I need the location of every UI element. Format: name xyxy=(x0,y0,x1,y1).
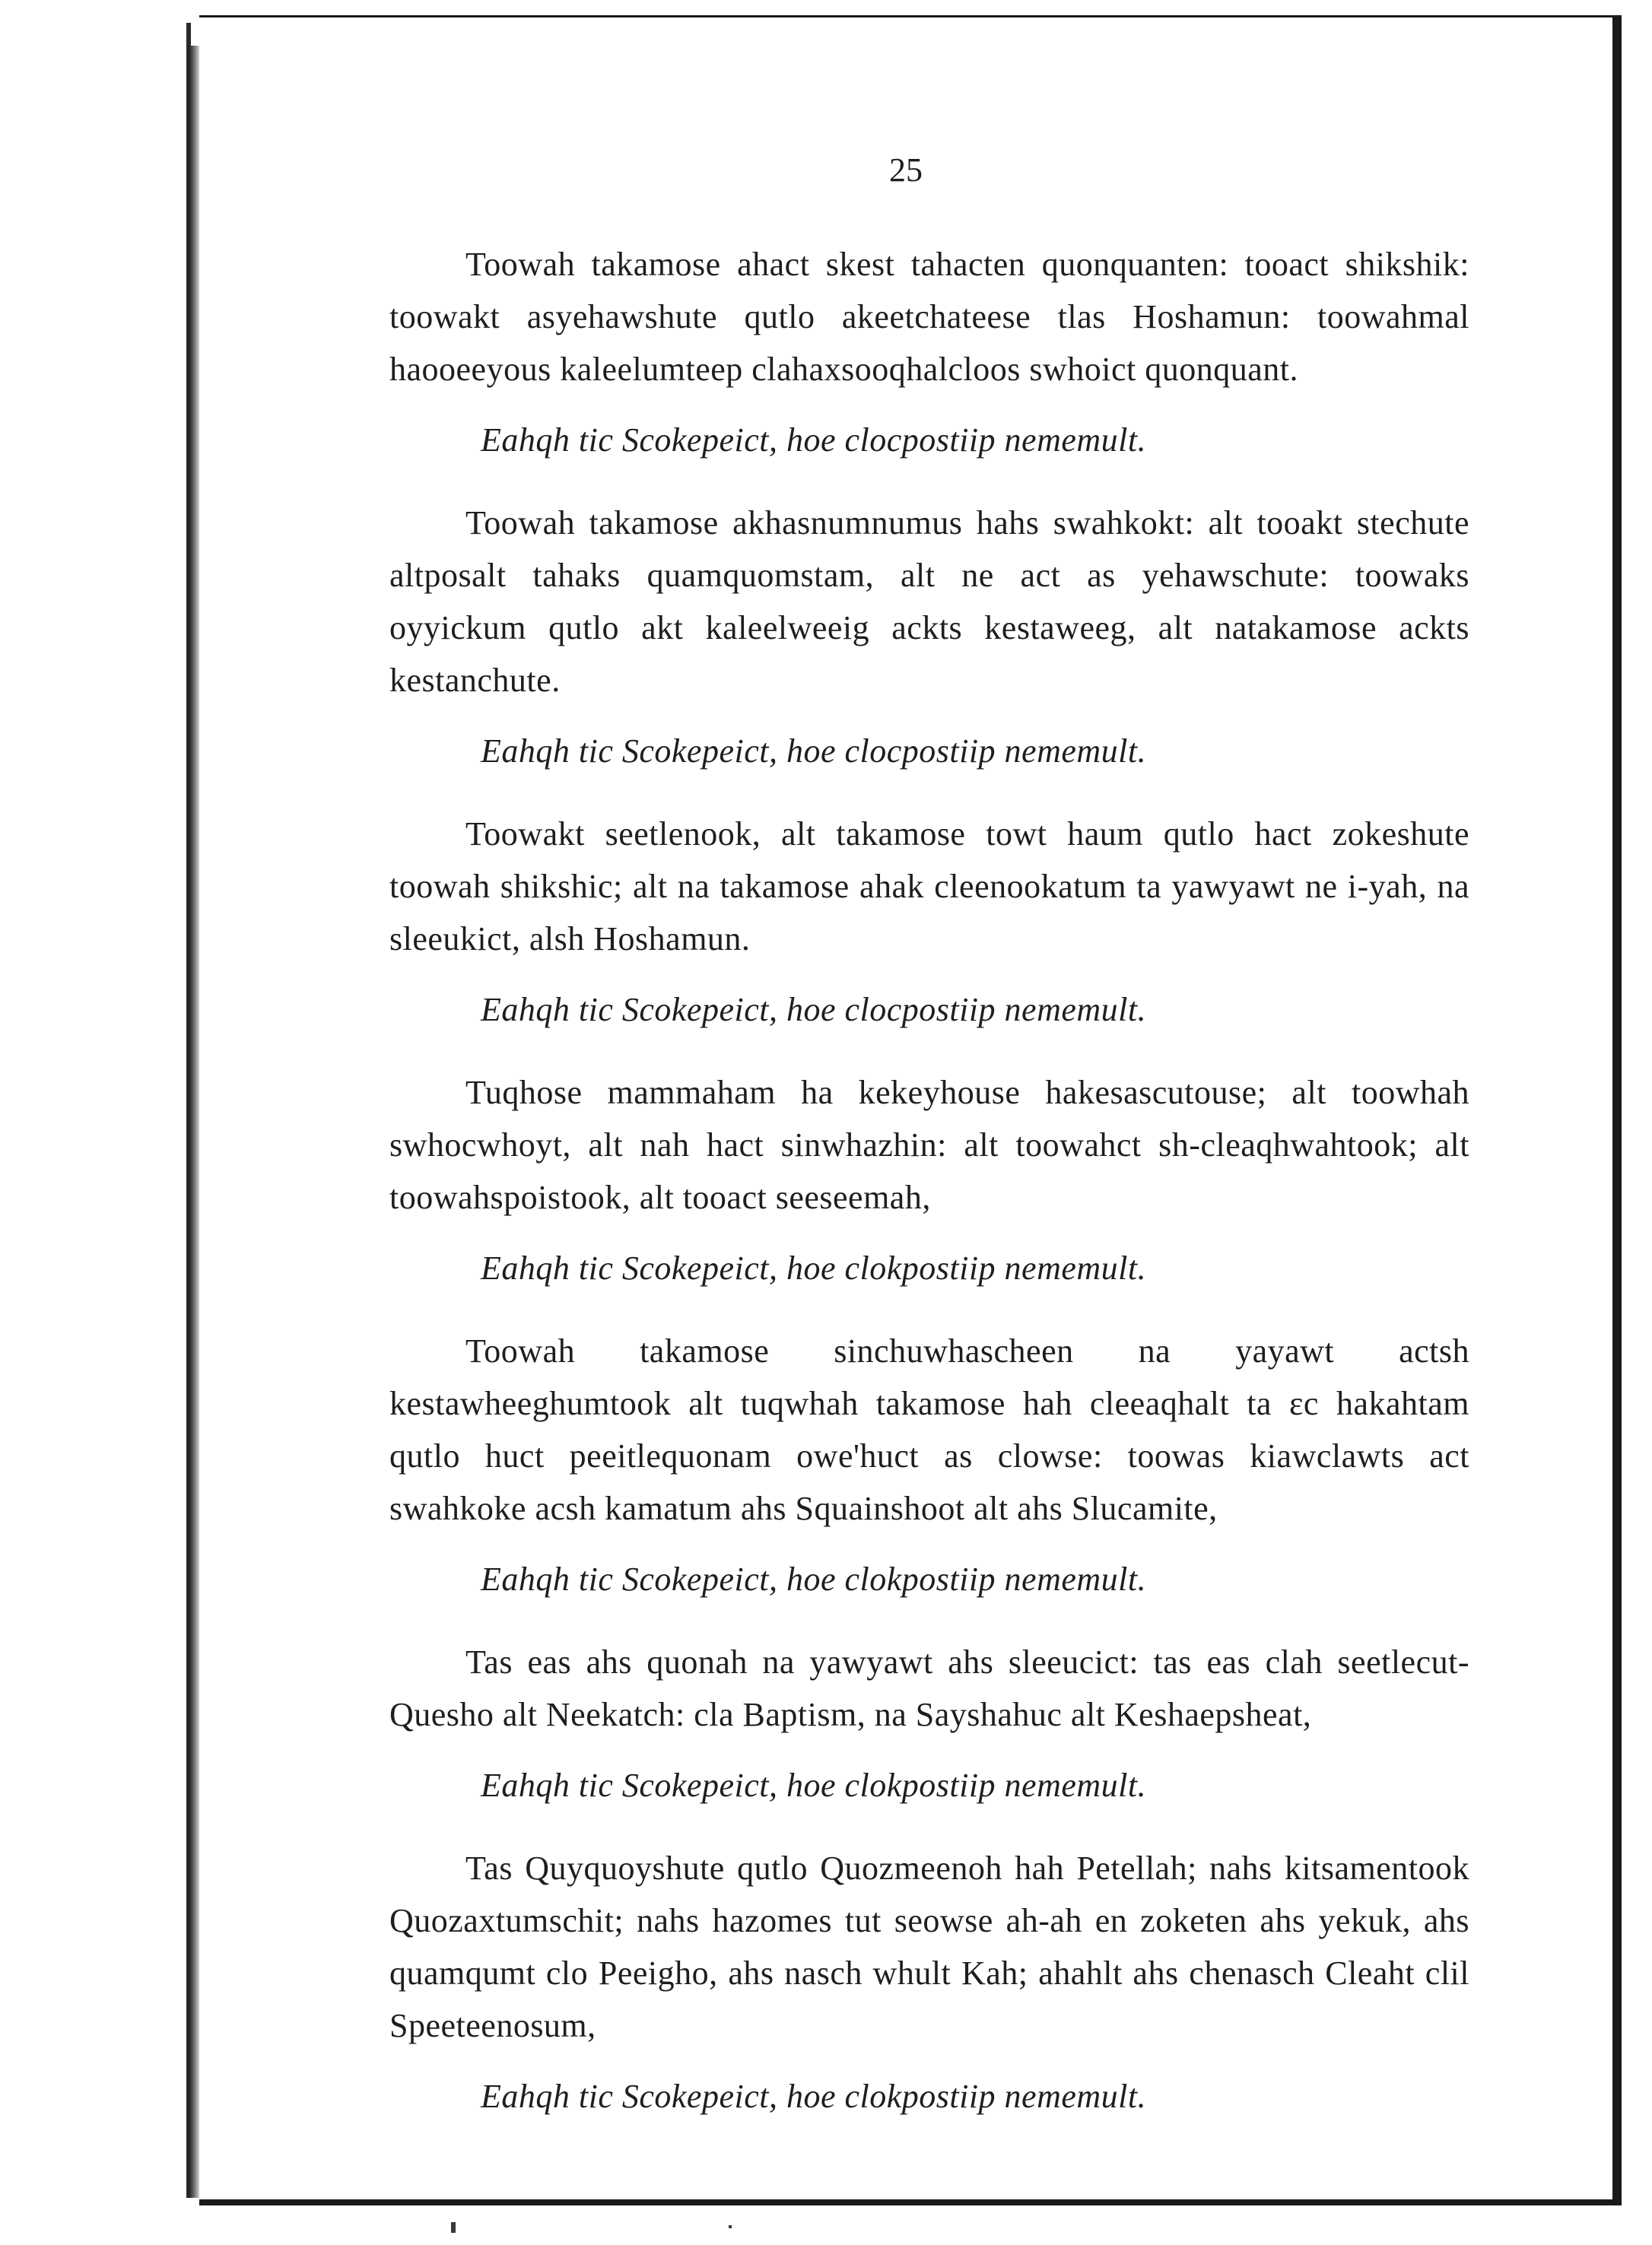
stanza-refrain: Eahqh tic Scokepeict, hoe clocpostiip nememult. xyxy=(481,991,1147,1028)
stanza-5 xyxy=(389,1325,1469,1605)
stanza-refrain: Eahqh tic Scokepeict, hoe clokpostiip nememult. xyxy=(481,2078,1147,2115)
page-body xyxy=(389,238,1469,2153)
scan-speck xyxy=(451,2222,456,2233)
stanza-text: Tuqhose mammaham ha kekeyhouse hakesascutouse; alt toowhah swhocwhoyt, alt nah hact sinwhazhin: alt toowahct sh-cleaqhwahtook; alt toowahspoistook, alt tooact seeseemah, xyxy=(389,1074,1469,1216)
stanza-refrain: Eahqh tic Scokepeict, hoe clokpostiip nememult. xyxy=(481,1561,1147,1598)
stanza-4 xyxy=(389,1066,1469,1294)
stanza-text: Toowah takamose akhasnumnumus hahs swahkokt: alt tooakt stechute altposalt tahaks quamquomstam, alt ne act as yehawschute: toowaks oyyickum qutlo akt kaleelweeig ackts kestaweeg, alt natakamose ackts kestanchute. xyxy=(389,504,1469,699)
stanza-text: Tas eas ahs quonah na yawyawt ahs sleeucict: tas eas clah seetlecut-Quesho alt Neekatch: cla Baptism, na Sayshahuc alt Keshaepsheat, xyxy=(389,1643,1469,1733)
page-number: 25 xyxy=(889,151,923,189)
stanza-text: Toowah takamose sinchuwhascheen na yayawt actsh kestawheeghumtook alt tuqwhah takamose hah cleeaqhalt ta ɛc hakahtam qutlo huct peeitlequonam owe'huct as clowse: toowas kiawclawts act swahkoke acsh kamatum ahs Squainshoot alt ahs Slucamite, xyxy=(389,1332,1469,1527)
scan-bottom-margin xyxy=(0,2205,1652,2245)
book-page xyxy=(199,15,1622,2205)
stanza-refrain: Eahqh tic Scokepeict, hoe clokpostiip nememult. xyxy=(481,1250,1147,1287)
stanza-7 xyxy=(389,1842,1469,2123)
stanza-refrain: Eahqh tic Scokepeict, hoe clocpostiip nememult. xyxy=(481,421,1147,459)
book-spine-shadow xyxy=(189,46,199,2198)
stanza-refrain: Eahqh tic Scokepeict, hoe clocpostiip nememult. xyxy=(481,732,1147,770)
stanza-3 xyxy=(389,808,1469,1036)
stanza-text: Toowakt seetlenook, alt takamose towt haum qutlo hact zokeshute toowah shikshic; alt na takamose ahak cleenookatum ta yawyawt ne i-yah, na sleeukict, alsh Hoshamun. xyxy=(389,815,1469,957)
scan-speck xyxy=(729,2225,732,2228)
stanza-text: Toowah takamose ahact skest tahacten quonquanten: tooact shikshik: toowakt asyehawshute qutlo akeetchateese tlas Hoshamun: toowahmal haooeeyous kaleelumteep clahaxsooqhalcloos swhoict quonquant. xyxy=(389,246,1469,388)
stanza-text: Tas Quyquoyshute qutlo Quozmeenoh hah Petellah; nahs kitsamentook Quozaxtumschit; nahs hazomes tut seowse ah-ah en zoketen ahs yekuk, ahs quamqumt clo Peeigho, ahs nasch whult Kah; ahahlt ahs chenasch Cleaht clil Speeteenosum, xyxy=(389,1850,1469,2044)
stanza-2 xyxy=(389,497,1469,777)
facing-page-edge xyxy=(0,23,191,2198)
stanza-refrain: Eahqh tic Scokepeict, hoe clokpostiip nememult. xyxy=(481,1767,1147,1804)
stanza-1 xyxy=(389,238,1469,466)
stanza-6 xyxy=(389,1636,1469,1812)
